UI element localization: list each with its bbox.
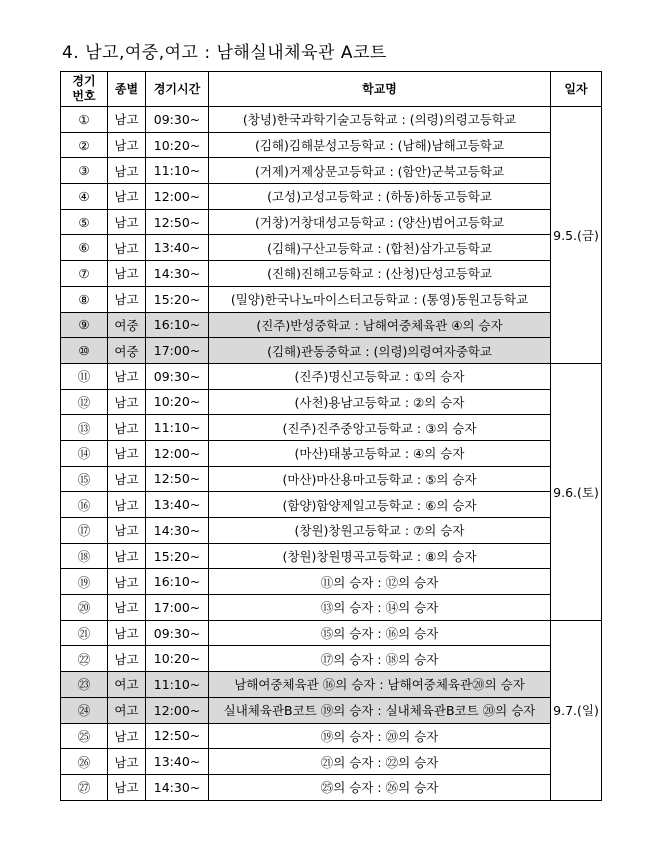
header-match-no: 경기 번호 xyxy=(61,72,108,107)
table-row xyxy=(61,286,602,312)
match-number: ⑬ xyxy=(61,415,108,441)
division: 여중 xyxy=(108,338,146,364)
division: 남고 xyxy=(108,389,146,415)
match-time: 14:30~ xyxy=(146,261,209,287)
matchup: ⑲의 승자 : ⑳의 승자 xyxy=(209,723,551,749)
date-cell: 9.6.(토) xyxy=(551,363,602,620)
matchup: ㉕의 승자 : ㉖의 승자 xyxy=(209,774,551,800)
match-time: 14:30~ xyxy=(146,774,209,800)
division: 남고 xyxy=(108,235,146,261)
match-number: ⑤ xyxy=(61,209,108,235)
table-row xyxy=(61,595,602,621)
table-row xyxy=(61,132,602,158)
match-time: 17:00~ xyxy=(146,338,209,364)
division: 남고 xyxy=(108,261,146,287)
header-kind: 종별 xyxy=(108,72,146,107)
match-time: 11:10~ xyxy=(146,158,209,184)
table-row xyxy=(61,261,602,287)
matchup: (마산)태봉고등학교 : ④의 승자 xyxy=(209,440,551,466)
division: 남고 xyxy=(108,774,146,800)
header-date: 일자 xyxy=(551,72,602,107)
match-time: 09:30~ xyxy=(146,107,209,133)
table-row xyxy=(61,646,602,672)
division: 여중 xyxy=(108,312,146,338)
matchup: (고성)고성고등학교 : (하동)하동고등학교 xyxy=(209,184,551,210)
match-time: 11:10~ xyxy=(146,672,209,698)
match-number: ㉔ xyxy=(61,697,108,723)
division: 남고 xyxy=(108,363,146,389)
division: 남고 xyxy=(108,492,146,518)
matchup: (창녕)한국과학기술고등학교 : (의령)의령고등학교 xyxy=(209,107,551,133)
match-number: ② xyxy=(61,132,108,158)
matchup: (밀양)한국나노마이스터고등학교 : (통영)동원고등학교 xyxy=(209,286,551,312)
match-time: 13:40~ xyxy=(146,749,209,775)
matchup: (거제)거제상문고등학교 : (함안)군북고등학교 xyxy=(209,158,551,184)
match-number: ⑧ xyxy=(61,286,108,312)
table-row xyxy=(61,312,602,338)
match-time: 13:40~ xyxy=(146,492,209,518)
schedule-table xyxy=(60,71,602,801)
matchup: (진주)진주중앙고등학교 : ③의 승자 xyxy=(209,415,551,441)
division: 남고 xyxy=(108,749,146,775)
division: 남고 xyxy=(108,646,146,672)
matchup: (사천)용남고등학교 : ②의 승자 xyxy=(209,389,551,415)
table-row xyxy=(61,184,602,210)
matchup: (거창)거창대성고등학교 : (양산)범어고등학교 xyxy=(209,209,551,235)
match-number: ㉕ xyxy=(61,723,108,749)
table-row xyxy=(61,363,602,389)
match-time: 16:10~ xyxy=(146,312,209,338)
table-row xyxy=(61,774,602,800)
header-time: 경기시간 xyxy=(146,72,209,107)
table-row xyxy=(61,620,602,646)
matchup: (마산)마산용마고등학교 : ⑤의 승자 xyxy=(209,466,551,492)
matchup: ⑬의 승자 : ⑭의 승자 xyxy=(209,595,551,621)
match-number: ⑨ xyxy=(61,312,108,338)
match-time: 12:50~ xyxy=(146,466,209,492)
table-row xyxy=(61,440,602,466)
page-title: 4. 남고,여중,여고 : 남해실내체육관 A코트 xyxy=(62,43,387,63)
match-time: 16:10~ xyxy=(146,569,209,595)
match-number: ㉑ xyxy=(61,620,108,646)
division: 남고 xyxy=(108,415,146,441)
table-row xyxy=(61,209,602,235)
match-number: ④ xyxy=(61,184,108,210)
match-number: ⑱ xyxy=(61,543,108,569)
match-number: ㉗ xyxy=(61,774,108,800)
table-row xyxy=(61,518,602,544)
match-time: 17:00~ xyxy=(146,595,209,621)
match-time: 15:20~ xyxy=(146,543,209,569)
match-number: ㉒ xyxy=(61,646,108,672)
match-time: 13:40~ xyxy=(146,235,209,261)
header-school: 학교명 xyxy=(209,72,551,107)
match-number: ⑰ xyxy=(61,518,108,544)
matchup: (창원)창원고등학교 : ⑦의 승자 xyxy=(209,518,551,544)
match-number: ⑦ xyxy=(61,261,108,287)
matchup: (김해)관동중학교 : (의령)의령여자중학교 xyxy=(209,338,551,364)
match-time: 12:00~ xyxy=(146,697,209,723)
division: 남고 xyxy=(108,620,146,646)
matchup: (함양)함양제일고등학교 : ⑥의 승자 xyxy=(209,492,551,518)
header-row xyxy=(61,72,602,107)
division: 남고 xyxy=(108,158,146,184)
match-time: 15:20~ xyxy=(146,286,209,312)
matchup: (진해)진해고등학교 : (산청)단성고등학교 xyxy=(209,261,551,287)
match-number: ㉓ xyxy=(61,672,108,698)
table-row xyxy=(61,158,602,184)
matchup: ㉑의 승자 : ㉒의 승자 xyxy=(209,749,551,775)
match-time: 12:00~ xyxy=(146,184,209,210)
table-row xyxy=(61,543,602,569)
table-row xyxy=(61,415,602,441)
division: 남고 xyxy=(108,723,146,749)
table-row xyxy=(61,107,602,133)
match-number: ⑲ xyxy=(61,569,108,595)
match-time: 09:30~ xyxy=(146,620,209,646)
division: 남고 xyxy=(108,209,146,235)
matchup: ⑮의 승자 : ⑯의 승자 xyxy=(209,620,551,646)
match-time: 12:50~ xyxy=(146,723,209,749)
division: 남고 xyxy=(108,286,146,312)
division: 남고 xyxy=(108,184,146,210)
table-row xyxy=(61,749,602,775)
match-time: 11:10~ xyxy=(146,415,209,441)
division: 남고 xyxy=(108,595,146,621)
match-number: ⑯ xyxy=(61,492,108,518)
matchup: (김해)김해분성고등학교 : (남해)남해고등학교 xyxy=(209,132,551,158)
division: 여고 xyxy=(108,672,146,698)
match-time: 12:50~ xyxy=(146,209,209,235)
match-number: ⑮ xyxy=(61,466,108,492)
table-row xyxy=(61,466,602,492)
match-number: ⑳ xyxy=(61,595,108,621)
table-row xyxy=(61,672,602,698)
match-time: 09:30~ xyxy=(146,363,209,389)
matchup: 남해여중체육관 ⑯의 승자 : 남해여중체육관⑳의 승자 xyxy=(209,672,551,698)
match-number: ⑭ xyxy=(61,440,108,466)
match-number: ① xyxy=(61,107,108,133)
match-number: ⑥ xyxy=(61,235,108,261)
match-number: ⑪ xyxy=(61,363,108,389)
table-row xyxy=(61,338,602,364)
division: 남고 xyxy=(108,132,146,158)
division: 남고 xyxy=(108,440,146,466)
table-row xyxy=(61,492,602,518)
match-number: ③ xyxy=(61,158,108,184)
matchup: (진주)명신고등학교 : ①의 승자 xyxy=(209,363,551,389)
matchup: (창원)창원명곡고등학교 : ⑧의 승자 xyxy=(209,543,551,569)
date-cell: 9.7.(일) xyxy=(551,620,602,800)
match-time: 12:00~ xyxy=(146,440,209,466)
matchup: 실내체육관B코트 ⑲의 승자 : 실내체육관B코트 ⑳의 승자 xyxy=(209,697,551,723)
date-cell: 9.5.(금) xyxy=(551,107,602,364)
division: 남고 xyxy=(108,569,146,595)
matchup: (진주)반성중학교 : 남해여중체육관 ④의 승자 xyxy=(209,312,551,338)
match-number: ⑫ xyxy=(61,389,108,415)
table-row xyxy=(61,389,602,415)
table-row xyxy=(61,235,602,261)
division: 남고 xyxy=(108,466,146,492)
match-time: 10:20~ xyxy=(146,389,209,415)
table-row xyxy=(61,697,602,723)
division: 남고 xyxy=(108,543,146,569)
match-time: 10:20~ xyxy=(146,646,209,672)
match-number: ⑩ xyxy=(61,338,108,364)
division: 남고 xyxy=(108,518,146,544)
matchup: (김해)구산고등학교 : (합천)삼가고등학교 xyxy=(209,235,551,261)
table-row xyxy=(61,569,602,595)
division: 여고 xyxy=(108,697,146,723)
match-time: 14:30~ xyxy=(146,518,209,544)
matchup: ⑪의 승자 : ⑫의 승자 xyxy=(209,569,551,595)
table-row xyxy=(61,723,602,749)
matchup: ⑰의 승자 : ⑱의 승자 xyxy=(209,646,551,672)
match-number: ㉖ xyxy=(61,749,108,775)
division: 남고 xyxy=(108,107,146,133)
match-time: 10:20~ xyxy=(146,132,209,158)
